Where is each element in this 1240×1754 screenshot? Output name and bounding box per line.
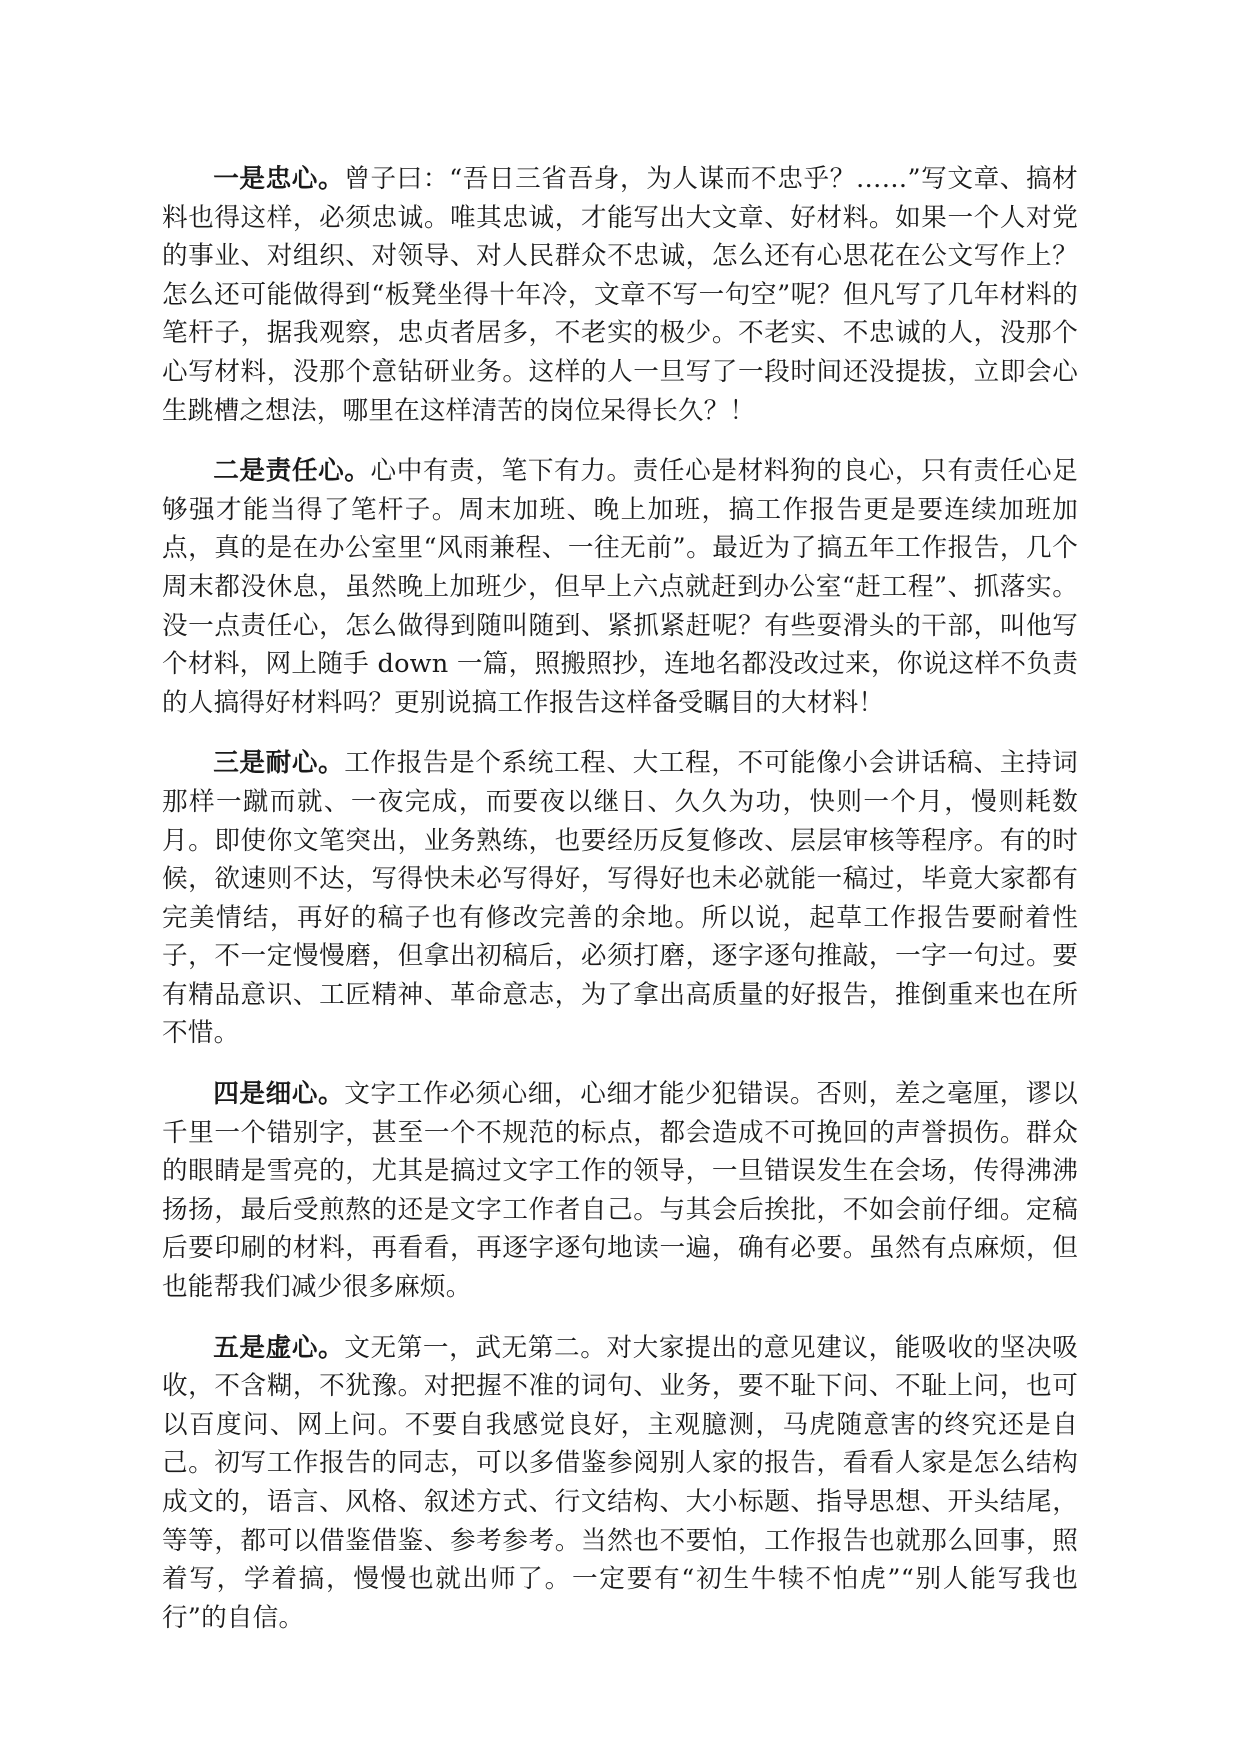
- paragraph-text: 工作报告是个系统工程、大工程，不可能像小会讲话稿、主持词那样一蹴而就、一夜完成，而要夜以继日、久久为功，快则一个月，慢则耗数月。即使你文笔突出，业务熟练，也要经历反复修改、层层审核等程序。有的时候，欲速则不达，写得快未必写得好，写得好也未必就能一稿过，毕竟大家都有完美情结，再好的稿子也有修改完善的余地。所以说，起草工作报告要耐着性子，不一定慢慢磨，但拿出初稿后，必须打磨，逐字逐句推敲，一字一句过。要有精品意识、工匠精神、革命意志，为了拿出高质量的好报告，推倒重来也在所不惜。: [162, 748, 1078, 1049]
- paragraph-carefulness: [162, 1075, 1078, 1307]
- paragraph-lead: 一是忠心。: [213, 164, 345, 194]
- paragraph-loyalty: [162, 160, 1078, 430]
- paragraph-lead: 二是责任心。: [213, 456, 371, 487]
- paragraph-text: 文无第一，武无第二。对大家提出的意见建议，能吸收的坚决吸收，不含糊，不犹豫。对把握不准的词句、业务，要不耻下问、不耻上问，也可以百度问、网上问。不要自我感觉良好，主观臆测，马虎随意害的终究还是自己。初写工作报告的同志，可以多借鉴参阅别人家的报告，看看人家是怎么结构成文的，语言、风格、叙述方式、行文结构、大小标题、指导思想、开头结尾，等等，都可以借鉴借鉴、参考参考。当然也不要怕，工作报告也就那么回事，照着写，学着搞，慢慢也就出师了。一定要有“初生牛犊不怕虎”“别人能写我也行”的自信。: [162, 1332, 1078, 1633]
- paragraph-modesty: [162, 1329, 1078, 1638]
- paragraph-text: 曾子曰：“吾日三省吾身，为人谋而不忠乎？……”写文章、搞材料也得这样，必须忠诚。唯其忠诚，才能写出大文章、好材料。如果一个人对党的事业、对组织、对领导、对人民群众不忠诚，怎么还有心思花在公文写作上？怎么还可能做得到“板凳坐得十年冷，文章不写一句空”呢？但凡写了几年材料的笔杆子，据我观察，忠贞者居多，不老实的极少。不老实、不忠诚的人，没那个心写材料，没那个意钻研业务。这样的人一旦写了一段时间还没提拔，立即会心生跳槽之想法，哪里在这样清苦的岗位呆得长久？！: [162, 164, 1078, 426]
- document-page: [162, 160, 1078, 1659]
- paragraph-patience: [162, 744, 1078, 1053]
- paragraph-responsibility: [162, 452, 1078, 722]
- paragraph-text: 文字工作必须心细，心细才能少犯错误。否则，差之毫厘，谬以千里一个错别字，甚至一个不规范的标点，都会造成不可挽回的声誉损伤。群众的眼睛是雪亮的，尤其是搞过文字工作的领导，一旦错误发生在会场，传得沸沸扬扬，最后受煎熬的还是文字工作者自己。与其会后挨批，不如会前仔细。定稿后要印刷的材料，再看看，再逐字逐句地读一遍，确有必要。虽然有点麻烦，但也能帮我们减少很多麻烦。: [162, 1079, 1078, 1303]
- paragraph-lead: 五是虚心。: [213, 1332, 345, 1363]
- paragraph-text: 心中有责，笔下有力。责任心是材料狗的良心，只有责任心足够强才能当得了笔杆子。周末加班、晚上加班，搞工作报告更是要连续加班加点，真的是在办公室里“风雨兼程、一往无前”。最近为了搞五年工作报告，几个周末都没休息，虽然晚上加班少，但早上六点就赶到办公室“赶工程”、抓落实。没一点责任心，怎么做得到随叫随到、紧抓紧赶呢？有些耍滑头的干部，叫他写个材料，网上随手 down 一篇，照搬照抄，连地名都没改过来，你说这样不负责的人搞得好材料吗？更别说搞工作报告这样备受瞩目的大材料！: [162, 456, 1079, 718]
- paragraph-lead: 四是细心。: [213, 1079, 345, 1110]
- paragraph-lead: 三是耐心。: [213, 748, 345, 779]
